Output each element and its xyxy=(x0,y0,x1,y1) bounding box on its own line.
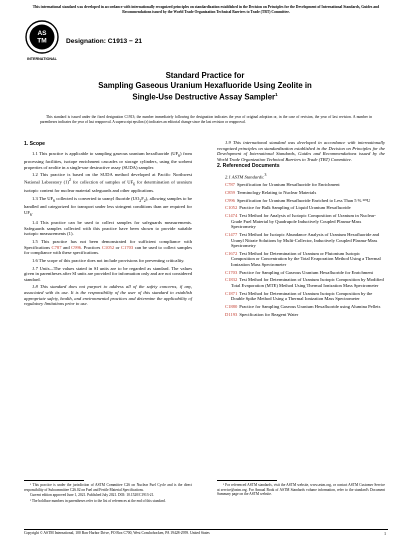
international-standard-notice: This international standard was developed in accordance with internationally recognized principles on standardization established in the Decision on Principles for the Development of International Standards, Guides and Recommendations issued by the World Trade Organization Technical Barriers to Trade (TBT) Committee. xyxy=(32,5,380,14)
ref-link-c996[interactable]: C996 xyxy=(71,244,82,250)
designation: Designation: C1913 − 21 xyxy=(66,38,143,45)
para-1-6: 1.6 The scope of this practice does not include provisions for preventing criticality. xyxy=(32,257,185,263)
reference-code-link[interactable]: C1474 xyxy=(225,213,238,219)
footnote-1b: Current edition approved June 1, 2021. Published July 2021. DOI: 10.1520/C1913-21. xyxy=(30,493,155,498)
svg-text:AS: AS xyxy=(37,30,47,37)
reference-title: Test Method for Isotopic Abundance Analysis of Uranium Hexafluoride and Uranyl Nitrate Solutions by Multi-Collector, Inductively Coupled Plasma-Mass Spectrometry xyxy=(231,231,380,249)
reference-item xyxy=(217,232,385,249)
ref-link-c1703[interactable]: C1703 xyxy=(120,244,134,250)
title-line-1: Standard Practice for xyxy=(165,71,245,80)
para-1-4: 1.4 This practice can be used to collect samples for safeguards measurements. Safeguards samples collected with this practice have been shown to provide suitable isotopic measurements (1). xyxy=(24,220,192,237)
para-1-8: 1.8 This standard does not purport to address all of the safety concerns, if any, associated with its use. It is the responsibility of the user of this standard to establish appropriate safety, health, and environmental practices and determine the applicability of regulatory limitations prior to use. xyxy=(24,284,192,307)
reference-code-link[interactable]: C1832 xyxy=(225,277,238,283)
footnotes-right xyxy=(217,483,385,498)
reference-item xyxy=(217,213,385,230)
reference-item xyxy=(217,205,385,211)
footnotes-left xyxy=(24,483,192,505)
astm-logo-icon xyxy=(24,20,60,64)
title-line-2: Sampling Gaseous Uranium Hexafluoride Using Zeolite in xyxy=(98,80,312,90)
para-1-2: 1.2 This practice is based on the SUDA method developed at Pacific Northwest National Laboratory $(1)^2$ for collection of samples of $UF_6$ for determination of uranium isotopic content for nuclear material safeguards and other applications. xyxy=(24,172,192,193)
reference-title: Specification for Reagent Water xyxy=(239,311,299,317)
reference-title: Test Method for Determination of Uranium Isotopic Composition by Modified Total Evaporation (MTE) Method Using Thermal Ionization Mass Spectrometer xyxy=(231,277,384,288)
page-number: 1 xyxy=(384,531,387,536)
reference-code-link[interactable]: C1880 xyxy=(225,303,238,309)
reference-code-link[interactable]: C859 xyxy=(225,189,235,195)
reference-item xyxy=(217,251,385,268)
reference-title: Practice for Sampling Gaseous Uranium Hexafluoride using Alumina Pellets xyxy=(239,303,381,309)
para-1-1: 1.1 This practice is applicable to sampling gaseous uranium hexafluoride $(UF_6)$ from processing facilities, isotope enrichment cascades or storage cylinders, using the sorbent properties of zeolite in a single-use destructive assay (SUDA) sampler. xyxy=(24,150,192,170)
astm-standards-subheading: 2.1 ASTM Standards:$^3$ xyxy=(225,172,267,180)
para-1-3: 1.3 The $UF_6$ collected is converted to uranyl fluoride $(UO_2F_2)$, allowing samples to be handled and categorized for transport under less stringent conditions than are required for $UF_6$. xyxy=(24,195,192,217)
left-column xyxy=(24,140,192,309)
reference-code-link[interactable]: C1052 xyxy=(225,205,238,211)
reference-title: Practice for Bulk Sampling of Liquid Uranium Hexafluoride xyxy=(239,205,351,211)
reference-item xyxy=(217,182,385,188)
footnote-1: ¹ This practice is under the jurisdiction of ASTM Committee C26 on Nuclear Fuel Cycle and is the direct responsibility of Subcommittee C26.02 on Fuel and Fertile Material Specifications. xyxy=(24,483,192,492)
reference-item xyxy=(217,304,385,310)
reference-title: Terminology Relating to Nuclear Materials xyxy=(236,189,317,195)
title-line-3: Single-Use Destructive Assay Sampler$^1$ xyxy=(132,92,278,102)
reference-code-link[interactable]: C996 xyxy=(225,197,235,203)
reference-code-link[interactable]: D1193 xyxy=(225,311,238,317)
svg-text:TM: TM xyxy=(37,37,47,45)
reference-item xyxy=(217,190,385,196)
reference-item xyxy=(217,277,385,288)
issue-note-text: This standard is issued under the fixed designation C1913; the number immediately following the designation indicates the year of original adoption or, in the case of revision, the year of last revision. A number in parentheses indicates the year of last reapproval. A superscript epsilon (ε) indicates an editorial change since the last revision or reapproval. xyxy=(40,115,372,124)
reference-code-link[interactable]: C1871 xyxy=(225,290,238,296)
scope-heading: 1. Scope xyxy=(24,141,45,147)
logo-text: INTERNATIONAL xyxy=(27,57,57,61)
reference-code-link[interactable]: C787 xyxy=(225,182,235,188)
footnote-3: ³ For referenced ASTM standards, visit the ASTM website, www.astm.org, or contact ASTM Customer Service at service@astm.org. For Annual Book of ASTM Standards volume information, refer to the standard's Document Summary page on the ASTM website. xyxy=(217,483,385,496)
reference-title: Specification for Uranium Hexafluoride Enriched to Less Than 5 % ²³⁵U xyxy=(236,197,371,203)
document-title xyxy=(40,71,370,102)
reference-code-link[interactable]: C1672 xyxy=(225,250,238,256)
reference-code-link[interactable]: C1477 xyxy=(225,231,238,237)
reference-code-link[interactable]: C1703 xyxy=(225,269,238,275)
para-1-5: 1.5 This practice has not been demonstrated for sufficient compliance with Specifications C787 and C996. Practices C1052 or C1703 can be used to collect samples for compliance with these specifications. xyxy=(24,239,192,256)
para-1-9: 1.9 This international standard was developed in accordance with internationally recognized principles on standardization established in the Decision on Principles for the Development of International Standards, Guides and Recommendations issued by the World Trade Organization Technical Barriers to Trade (TBT) Committee. xyxy=(217,140,385,162)
reference-item xyxy=(217,270,385,276)
ref-link-c1052[interactable]: C1052 xyxy=(101,244,115,250)
copyright-notice: Copyright © ASTM International, 100 Barr Harbor Drive, PO Box C700, West Conshohocken, PA 19428-2959. United States xyxy=(24,531,210,535)
ref-link-c787[interactable]: C787 xyxy=(51,244,62,250)
right-column xyxy=(217,140,385,319)
reference-list xyxy=(217,182,385,317)
reference-title: Test Method for Analysis of Isotopic Composition of Uranium in Nuclear-Grade Fuel Material by Quadrupole Inductively Coupled Plasma-Mass Spectrometry xyxy=(231,213,376,230)
reference-title: Specification for Uranium Hexafluoride for Enrichment xyxy=(236,182,340,188)
footnote-rule-right xyxy=(217,480,277,481)
standard-issue-note xyxy=(40,115,372,127)
footnote-2: ² The boldface numbers in parentheses refer to the list of references at the end of this standard. xyxy=(30,498,166,503)
reference-title: Practice for Sampling of Gaseous Uranium Hexafluoride for Enrichment xyxy=(239,269,373,275)
footnote-rule-left xyxy=(24,480,84,481)
reference-title: Test Method for Determination of Uranium or Plutonium Isotopic Composition or Concentration by the Total Evaporation Method Using a Thermal Ionization Mass Spectrometer xyxy=(231,250,381,267)
referenced-documents-heading: 2. Referenced Documents xyxy=(217,163,280,170)
reference-item xyxy=(217,291,385,302)
reference-item xyxy=(217,198,385,204)
footer-rule xyxy=(24,529,388,530)
reference-item xyxy=(217,312,385,318)
reference-title: Test Method for Determination of Uranium Isotopic Composition by the Double Spike Method Using a Thermal Ionization Mass Spectrometer xyxy=(231,290,373,302)
para-1-7: 1.7 Units—The values stated in SI units are to be regarded as standard. The values given in parentheses after SI units are provided for information only and are not considered standard. xyxy=(24,265,192,282)
